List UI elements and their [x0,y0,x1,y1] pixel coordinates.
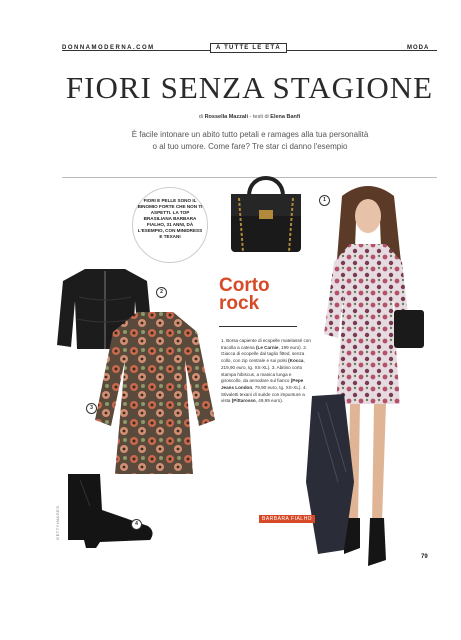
item-number: 4 [131,519,142,530]
lead-paragraph [100,129,400,153]
text-author: Elena Banfi [270,114,301,120]
page-number: 79 [421,554,428,560]
box-rule [219,326,297,327]
product-item: 1. Borsa capiente di ecopelle matelassé con tracolla a catena (Le Carnie, 199 euro). [221,338,311,350]
box-heading-line: Corto [219,275,270,296]
category-label: MODA [407,45,430,51]
item-number: 2 [156,287,167,298]
lead-line: o al tuo umore. Come fare? Tre star ci danno l'esempio [152,142,348,151]
author: Rossella Mazzali [204,114,248,120]
page-title: FIORI SENZA STAGIONE [65,70,434,105]
item-number: 3 [86,403,97,414]
section-label: A TUTTE LE ETÀ [210,43,287,53]
site-name: DONNAMODERNA.COM [62,45,155,51]
photo-credit: GETTYIMAGES [55,505,60,540]
photo-caption: BARBARA FIALHO [259,515,315,523]
boot-image [60,470,158,550]
model-photo [298,182,438,574]
lead-line: È facile intonare un abito tutto petali e ramages alla tua personalità [131,130,369,139]
box-heading [219,277,270,313]
credits: di Rossella Mazzali - testi di Elena Banfi [198,114,301,120]
callout-circle [132,187,208,263]
callout-text: FIORI E PELLE SONO IL BINOMIO FORTE CHE NON TI ASPETTI. LA TOP BRASILIANA BARBARA FIALHO, 31 ANNI, DÀ L'ESEMPIO, CON MINIDRESS E TEXANI [137,198,203,239]
product-item: 3. Abitino corto stampa hibiscus, a manica lunga e giroscollo, da annodare sul fianco (Pepe Jeans London, 79,90 euro, tg. XS-XL). [221,364,304,390]
box-heading-line: rock [219,293,260,314]
floral-dress-image [93,310,217,476]
item-number: 1 [319,195,330,206]
product-item: 4. Stivaletti texani di suède con impunture a vista (Pittarosso, 49,99 euro). [221,384,307,404]
product-item: 2. Giacca di ecopelle dal taglio fitted, senza collo, con zip centrale e sui polsi (Kocca, 219,90 euro, tg. XS-XL). [221,344,308,370]
